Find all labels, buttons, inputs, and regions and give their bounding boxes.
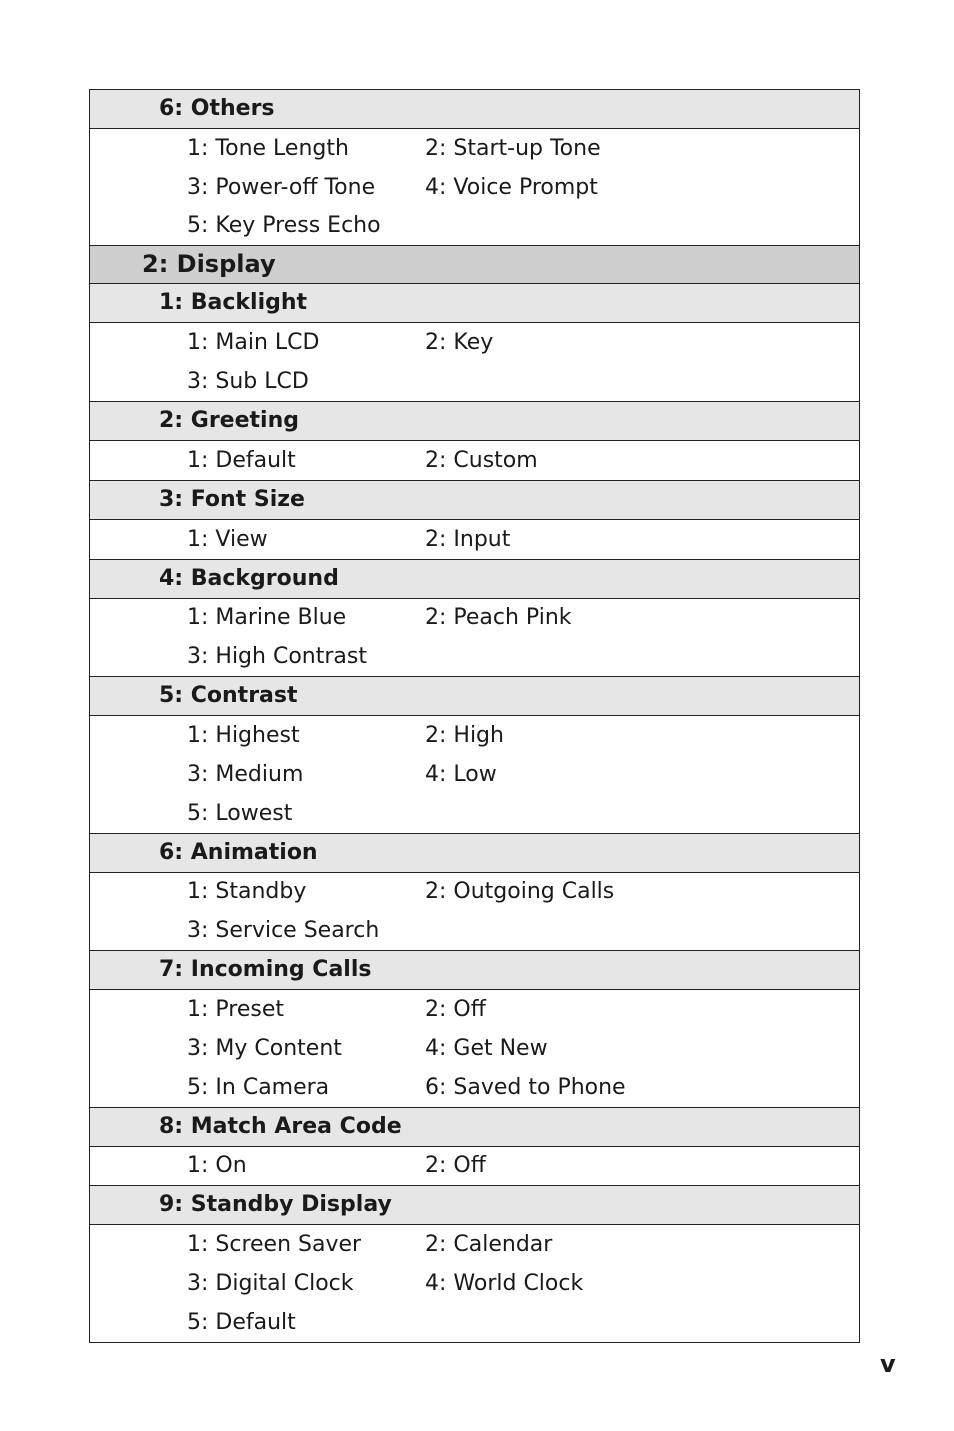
submenu-heading: 6: Animation [90,834,859,873]
menu-option: 5: Key Press Echo [187,213,381,239]
submenu-items [90,1147,859,1187]
menu-option: 1: Tone Length [187,135,349,161]
menu-option: 2: Custom [425,447,538,473]
submenu-items [90,716,859,833]
submenu-heading: 7: Incoming Calls [90,951,859,990]
menu-option: 1: Main LCD [187,330,320,356]
menu-option: 5: Default [187,1309,296,1335]
menu-option: 1: Standby [187,879,307,905]
submenu-items [90,990,859,1107]
menu-option: 1: On [187,1153,247,1179]
menu-option: 4: World Clock [425,1271,584,1297]
menu-option: 3: Sub LCD [187,369,309,395]
submenu-heading: 4: Background [90,560,859,599]
submenu-heading: 6: Others [90,90,859,129]
menu-option: 3: My Content [187,1035,342,1061]
menu-option: 2: Start-up Tone [425,135,601,161]
menu-option: 3: Power-off Tone [187,174,376,200]
menu-option: 2: Key [425,330,494,356]
submenu-items [90,441,859,481]
menu-option: 2: High [425,723,504,749]
submenu-items [90,599,859,678]
menu-option: 1: Default [187,447,296,473]
menu-option: 1: Highest [187,723,300,749]
menu-section-heading: 2: Display [90,246,859,284]
submenu-items [90,520,859,560]
menu-option: 3: Service Search [187,918,380,944]
submenu-heading: 5: Contrast [90,677,859,716]
menu-option: 1: View [187,526,268,552]
menu-option: 2: Peach Pink [425,605,572,631]
menu-option: 4: Voice Prompt [425,174,598,200]
menu-option: 2: Outgoing Calls [425,879,615,905]
menu-option: 1: Preset [187,997,285,1023]
submenu-heading: 1: Backlight [90,284,859,323]
menu-option: 3: High Contrast [187,644,367,670]
submenu-items [90,129,859,246]
menu-option: 6: Saved to Phone [425,1074,626,1100]
submenu-heading: 9: Standby Display [90,1186,859,1225]
menu-option: 2: Off [425,997,486,1023]
submenu-heading: 8: Match Area Code [90,1108,859,1147]
page-number: v [880,1350,896,1378]
menu-option: 1: Marine Blue [187,605,347,631]
menu-option: 4: Get New [425,1035,548,1061]
menu-option: 2: Input [425,526,511,552]
submenu-items [90,873,859,952]
menu-option: 2: Calendar [425,1232,553,1258]
submenu-items [90,1225,859,1341]
menu-option: 2: Off [425,1153,486,1179]
menu-option: 1: Screen Saver [187,1232,362,1258]
submenu-items [90,323,859,402]
menu-option: 5: Lowest [187,800,293,826]
menu-table [89,89,860,1343]
submenu-heading: 3: Font Size [90,481,859,520]
menu-option: 4: Low [425,761,497,787]
submenu-heading: 2: Greeting [90,402,859,441]
menu-option: 3: Digital Clock [187,1271,354,1297]
menu-option: 5: In Camera [187,1074,330,1100]
menu-option: 3: Medium [187,761,304,787]
